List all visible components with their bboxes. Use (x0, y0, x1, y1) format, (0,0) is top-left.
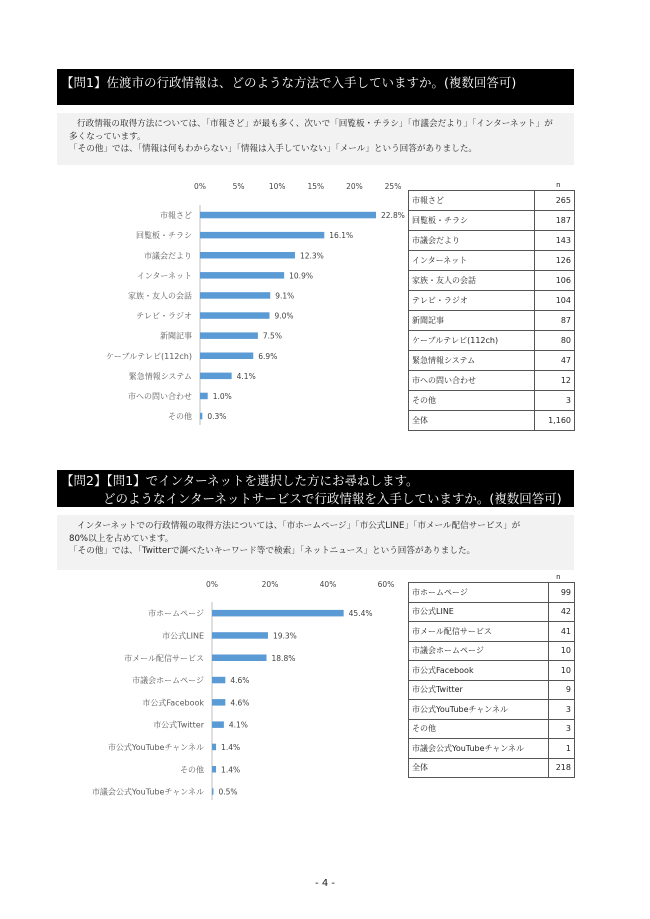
q2-row-label: 市公式Twitter (409, 680, 549, 700)
q1-row-label: インターネット (409, 251, 535, 271)
table-row (409, 680, 575, 700)
q1-value-label: 1.0% (212, 391, 232, 401)
q1-x-tick-label: 15% (307, 182, 325, 191)
q1-category-label: 市への問い合わせ (128, 391, 192, 401)
q2-row-label: 市ホームページ (409, 583, 549, 603)
q1-bar (200, 373, 232, 380)
q2-value-label: 4.1% (228, 720, 248, 730)
q2-value-label: 19.3% (272, 631, 297, 641)
q2-x-tick-label: 0% (206, 580, 218, 589)
table-row (409, 371, 575, 391)
q1-row-count: 1,160 (534, 411, 574, 431)
q1-category-label: 新聞記事 (160, 331, 192, 341)
q1-row-label: 家族・友人の会話 (409, 271, 535, 291)
q2-row-count: 218 (548, 758, 574, 778)
q1-category-label: テレビ・ラジオ (136, 311, 192, 321)
q1-row-count: 143 (534, 231, 574, 251)
q2-bar (212, 766, 216, 773)
q2-summary-line-3: 「その他」では、「Twitterで調べたいキーワード等で検索」「ネットニュース」という回答がありました。 (69, 546, 476, 556)
q2-title-line-1: 【問2】【問1】でインターネットを選択した方にお尋ねします。 (61, 473, 419, 488)
q1-bar (200, 292, 270, 299)
q2-category-label: 市公式YouTubeチャンネル (107, 742, 204, 752)
q1-bar (200, 272, 284, 279)
q2-bar (212, 610, 344, 617)
q1-category-label: 緊急情報システム (128, 371, 192, 381)
q1-row-count: 47 (534, 351, 574, 371)
table-row (409, 291, 575, 311)
table-row (409, 351, 575, 371)
q1-bar (200, 353, 253, 360)
q1-value-label: 7.5% (262, 331, 282, 341)
q1-value-label: 16.1% (329, 231, 354, 241)
q2-category-label: 市メール配信サービス (124, 653, 204, 663)
q2-value-label: 45.4% (348, 609, 373, 619)
q1-row-label: 緊急情報システム (409, 351, 535, 371)
q2-row-label: 市議会公式YouTubeチャンネル (409, 739, 549, 759)
q2-row-count: 42 (548, 602, 574, 622)
q1-row-label: 回覧板・チラシ (409, 211, 535, 231)
table-row (409, 583, 575, 603)
q1-n-header: n (556, 181, 561, 189)
q1-bar (200, 212, 376, 219)
q1-x-tick-label: 0% (194, 182, 206, 191)
table-row (409, 411, 575, 431)
table-row (409, 331, 575, 351)
table-row (409, 211, 575, 231)
q1-summary (57, 113, 574, 165)
q1-bar (200, 232, 324, 239)
q1-category-label: 市報さど (160, 211, 192, 221)
q1-summary-line-1: 行政情報の取得方法については、「市報さど」が最も多く、次いで「回覧板・チラシ」「市議会だより」「インターネット」が (77, 119, 553, 129)
q2-bar (212, 744, 216, 751)
q1-row-count: 87 (534, 311, 574, 331)
page-number: - 4 - (315, 878, 335, 889)
q1-bar (200, 252, 295, 259)
q1-row-label: 市議会だより (409, 231, 535, 251)
q2-row-count: 3 (548, 719, 574, 739)
q2-row-count: 10 (548, 661, 574, 681)
q1-count-table (408, 180, 575, 431)
q1-value-label: 10.9% (289, 271, 313, 281)
q1-x-tick-label: 20% (346, 182, 363, 191)
q2-x-tick-label: 40% (319, 580, 337, 589)
q2-category-label: その他 (180, 765, 204, 775)
q1-value-label: 12.3% (299, 251, 324, 261)
q2-summary-line-1: インターネットでの行政情報の取得方法については、「市ホームページ」「市公式LINE」「市メール配信サービス」が (77, 521, 521, 531)
q1-row-count: 80 (534, 331, 574, 351)
q1-row-label: 市報さど (409, 191, 535, 211)
q2-title-line-2: どのようなインターネットサービスで行政情報を入手していますか。(複数回答可) (103, 491, 562, 506)
q1-bar-chart (57, 175, 407, 425)
q2-row-label: 全体 (409, 758, 549, 778)
table-row (409, 622, 575, 642)
table-row (409, 739, 575, 759)
table-row (409, 661, 575, 681)
q2-category-label: 市公式LINE (162, 631, 204, 641)
table-row (409, 191, 575, 211)
q2-value-label: 4.6% (230, 676, 250, 686)
q1-row-label: 全体 (409, 411, 535, 431)
q1-bar (200, 332, 258, 339)
table-row (409, 271, 575, 291)
q2-x-tick-label: 60% (377, 580, 395, 589)
q2-row-label: 市議会ホームページ (409, 641, 549, 661)
q2-bar (212, 655, 267, 662)
q1-category-label: その他 (168, 412, 192, 422)
q2-count-table (408, 572, 575, 778)
q1-summary-line-2: 多くなっています。 (69, 131, 146, 142)
q1-bar (200, 393, 208, 400)
table-row (409, 391, 575, 411)
q2-value-label: 0.5% (218, 787, 238, 797)
q1-row-label: 市への問い合わせ (409, 371, 535, 391)
q2-category-label: 市公式Facebook (142, 698, 204, 708)
q1-value-label: 6.9% (258, 351, 278, 361)
q1-row-count: 265 (534, 191, 574, 211)
q1-bar (200, 312, 269, 319)
q2-value-label: 1.4% (221, 742, 241, 752)
q1-row-label: ケーブルテレビ(112ch) (409, 331, 535, 351)
q2-row-label: 市公式LINE (409, 602, 549, 622)
table-row (409, 602, 575, 622)
q1-category-label: 回覧板・チラシ (136, 231, 192, 241)
table-row (409, 700, 575, 720)
q1-x-tick-label: 5% (232, 182, 245, 191)
q2-row-count: 3 (548, 700, 574, 720)
q2-value-label: 1.4% (221, 765, 241, 775)
q1-row-count: 104 (534, 291, 574, 311)
q2-row-count: 41 (548, 622, 574, 642)
q1-value-label: 4.1% (236, 371, 256, 381)
q1-summary-line-3: 「その他」では、「情報は何もわからない」「情報は入手していない」「メール」という回答がありました。 (69, 144, 478, 154)
q2-bar (212, 632, 268, 639)
q2-summary-line-2: 80%以上を占めています。 (69, 533, 174, 544)
q2-row-label: 市公式Facebook (409, 661, 549, 681)
q1-row-count: 3 (534, 391, 574, 411)
q2-row-label: 市メール配信サービス (409, 622, 549, 642)
table-row (409, 311, 575, 331)
q2-row-count: 99 (548, 583, 574, 603)
q2-x-tick-label: 20% (261, 580, 279, 589)
q1-row-label: その他 (409, 391, 535, 411)
q1-row-label: テレビ・ラジオ (409, 291, 535, 311)
q1-row-count: 187 (534, 211, 574, 231)
q2-row-label: 市公式YouTubeチャンネル (409, 700, 549, 720)
q2-category-label: 市議会ホームページ (132, 676, 204, 686)
q1-value-label: 9.1% (275, 291, 295, 301)
q1-title: 【問1】佐渡市の行政情報は、どのような方法で入手していますか。(複数回答可) (61, 75, 517, 90)
q1-category-label: 市議会だより (144, 251, 192, 261)
q2-category-label: 市ホームページ (148, 609, 204, 619)
q1-category-label: ケーブルテレビ(112ch) (105, 351, 192, 361)
q2-row-label: その他 (409, 719, 549, 739)
table-row (409, 251, 575, 271)
q1-value-label: 0.3% (207, 412, 227, 422)
q2-bar (212, 677, 225, 684)
q1-row-count: 12 (534, 371, 574, 391)
q2-n-header: n (556, 573, 561, 581)
q2-value-label: 18.8% (271, 653, 296, 663)
q2-title-banner (57, 470, 574, 507)
q1-value-label: 22.8% (381, 211, 405, 221)
table-row (409, 719, 575, 739)
q1-category-label: 家族・友人の会話 (128, 291, 192, 301)
q2-row-count: 1 (548, 739, 574, 759)
q1-title-banner (57, 69, 574, 105)
q2-row-count: 9 (548, 680, 574, 700)
q2-bar-chart (57, 575, 407, 800)
q2-bar (212, 721, 224, 728)
q1-row-count: 106 (534, 271, 574, 291)
table-row (409, 231, 575, 251)
q1-value-label: 9.0% (274, 311, 294, 321)
q2-category-label: 市議会公式YouTubeチャンネル (91, 787, 204, 797)
q1-x-tick-label: 10% (268, 182, 286, 191)
q2-value-label: 4.6% (230, 698, 250, 708)
q1-row-count: 126 (534, 251, 574, 271)
table-row (409, 758, 575, 778)
q2-bar (212, 699, 225, 706)
q1-bar (200, 413, 202, 420)
q2-summary (57, 515, 574, 570)
q1-row-label: 新聞記事 (409, 311, 535, 331)
table-row (409, 641, 575, 661)
q2-row-count: 10 (548, 641, 574, 661)
q1-x-tick-label: 25% (384, 182, 402, 191)
q2-category-label: 市公式Twitter (153, 720, 204, 730)
q2-bar (212, 788, 213, 795)
q1-category-label: インターネット (136, 271, 192, 281)
